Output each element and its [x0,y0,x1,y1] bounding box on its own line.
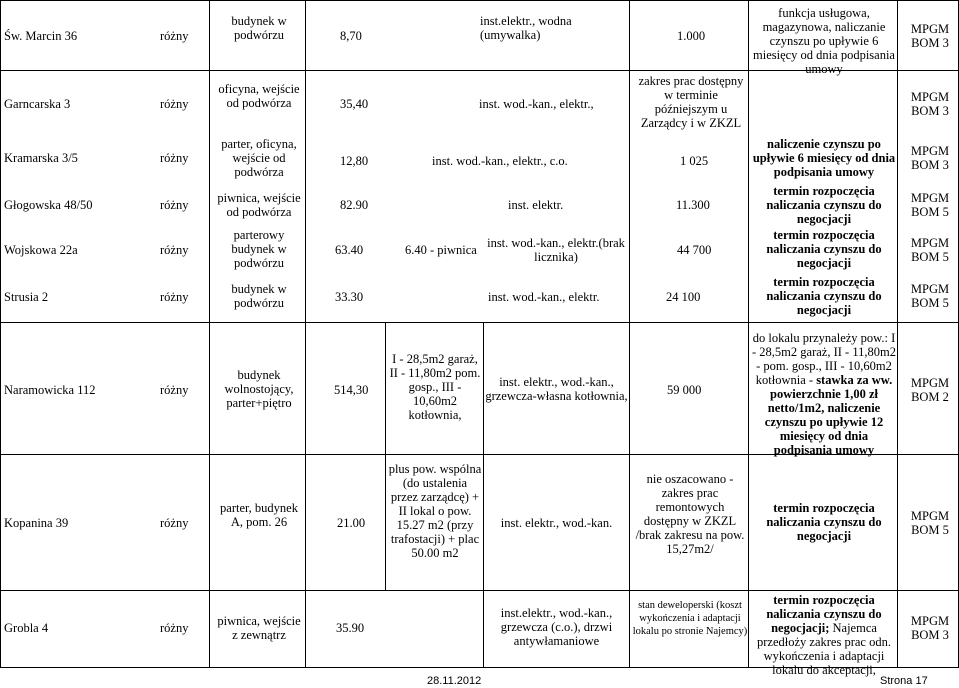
cell-area: 21.00 [337,516,366,530]
cell-location: budynek w podwórzu [231,282,287,310]
cell-street: Wojskowa 22a [4,243,78,257]
cell-area: 8,70 [340,29,362,43]
cell-location: parter, oficyna, wejście od podwórza [221,137,297,179]
cell-utilities: inst. elektr., wod.-kan. [500,516,613,530]
cell-kind: różny [160,198,189,212]
cell-kind: różny [160,97,189,111]
cell-street: Kramarska 3/5 [4,151,78,165]
cell-location: parter, budynek A, pom. 26 [220,501,298,529]
footer-date: 28.11.2012 [427,675,482,687]
cell-cost: 24 100 [666,290,701,304]
purpose-bold: termin rozpoczęcia naliczania czynszu do negocjacji; [766,593,882,635]
cell-utilities: inst. elektr. [508,198,564,212]
cell-purpose: naliczenie czynszu po upływie 6 miesięcy od dnia podpisania umowy [752,137,896,179]
cell-location: piwnica, wejście z zewnątrz [217,614,301,642]
purpose-plain: do lokalu przynależy pow.: I - 28,5m2 garaż, II - 11,80m2 - pom. gosp., III - 10,60m2 kotłownia - [752,331,896,387]
cell-location: budynek wolnostojący, parter+piętro [224,368,294,410]
cell-area: 63.40 [335,243,364,257]
cell-cost: 59 000 [667,383,702,397]
purpose-plain: Najemca przedłoży zakres prac odn. wykończenia i adaptacji lokalu do akceptacji, [757,621,891,677]
cell-kind: różny [160,243,189,257]
cell-location: parterowy budynek w podwórzu [231,228,287,270]
cell-area: 33.30 [335,290,364,304]
cell-area: 12,80 [340,154,369,168]
cell-kind: różny [160,151,189,165]
cell-location: budynek w podwórzu [231,14,287,42]
cell-kind: różny [160,516,189,530]
cell-area-detail: I - 28,5m2 garaż, II - 11,80m2 pom. gosp., III - 10,60m2 kotłownia, [389,352,481,422]
cell-area: 35.90 [336,621,365,635]
cell-kind: różny [160,290,189,304]
cell-unit: MPGM BOM 3 [910,614,950,642]
cell-unit: MPGM BOM 2 [910,376,950,404]
cell-purpose: termin rozpoczęcia naliczania czynszu do negocjacji [766,501,882,543]
cell-area: 35,40 [340,97,369,111]
cell-street: Naramowicka 112 [4,383,96,397]
cell-street: Św. Marcin 36 [4,29,78,43]
purpose-bold: stawka za ww. powierzchnie 1,00 zł netto/1m2, naliczenie czynszu po upływie 12 miesięcy od dnia podpisania umowy [764,373,893,457]
cell-street: Strusia 2 [4,290,49,304]
cell-utilities: inst.elektr., wodna (umywalka) [480,14,572,42]
cell-purpose [752,331,896,457]
cell-kind: różny [160,29,189,43]
cell-area: 514,30 [334,383,369,397]
cell-kind: różny [160,383,189,397]
cell-purpose: termin rozpoczęcia naliczania czynszu do negocjacji [766,184,882,226]
cell-utilities: inst. wod.-kan., elektr. [488,290,600,304]
cell-street: Głogowska 48/50 [4,198,93,212]
cell-unit: MPGM BOM 3 [910,90,950,118]
cell-cost: 1.000 [677,29,706,43]
cell-location: oficyna, wejście od podwórza [218,82,300,110]
cell-unit: MPGM BOM 3 [910,22,950,50]
cell-area: 82.90 [340,198,369,212]
cell-utilities: inst.elektr., wod.-kan., grzewcza (c.o.), drzwi antywłamaniowe [500,606,613,648]
cell-unit: MPGM BOM 5 [910,191,950,219]
cell-cost: stan deweloperski (koszt wykończenia i adaptacji lokalu po stronie Najemcy) [632,600,748,637]
cell-street: Grobla 4 [4,621,49,635]
cell-area-detail: plus pow. wspólna (do ustalenia przez zarządcę) + II lokal o pow. 15.27 m2 (przy trafostacji) + plac 50.00 m2 [388,462,482,560]
cell-utilities: inst. wod.-kan., elektr., [479,97,594,111]
footer-page: Strona 17 [880,675,928,687]
cell-area-extra: 6.40 - piwnica [405,243,477,257]
cell-cost: zakres prac dostępny w terminie późniejszym u Zarządcy i w ZKZL [638,74,744,130]
cell-utilities: inst. wod.-kan., elektr.(brak licznika) [487,236,625,264]
cell-utilities: inst. wod.-kan., elektr., c.o. [432,154,568,168]
cell-unit: MPGM BOM 5 [910,282,950,310]
cell-location: piwnica, wejście od podwórza [217,191,301,219]
cell-purpose: termin rozpoczęcia naliczania czynszu do negocjacji [766,275,882,317]
cell-unit: MPGM BOM 3 [910,144,950,172]
cell-street: Kopanina 39 [4,516,69,530]
cell-unit: MPGM BOM 5 [910,509,950,537]
cell-cost: 1 025 [680,154,709,168]
cell-cost: 11.300 [676,198,710,212]
cell-utilities: inst. elektr., wod.-kan., grzewcza-własna kotłownia, [485,375,628,403]
cell-street: Garncarska 3 [4,97,71,111]
cell-kind: różny [160,621,189,635]
cell-unit: MPGM BOM 5 [910,236,950,264]
cell-purpose: termin rozpoczęcia naliczania czynszu do negocjacji [766,228,882,270]
cell-cost: nie oszacowano - zakres prac remontowych dostępny w ZKZL /brak zakresu na pow. 15,27m2/ [635,472,745,556]
cell-purpose [751,593,897,677]
cell-cost: 44 700 [677,243,712,257]
cell-purpose: funkcja usługowa, magazynowa, naliczanie czynszu po upływie 6 miesięcy od dnia podpisania umowy [753,6,895,76]
